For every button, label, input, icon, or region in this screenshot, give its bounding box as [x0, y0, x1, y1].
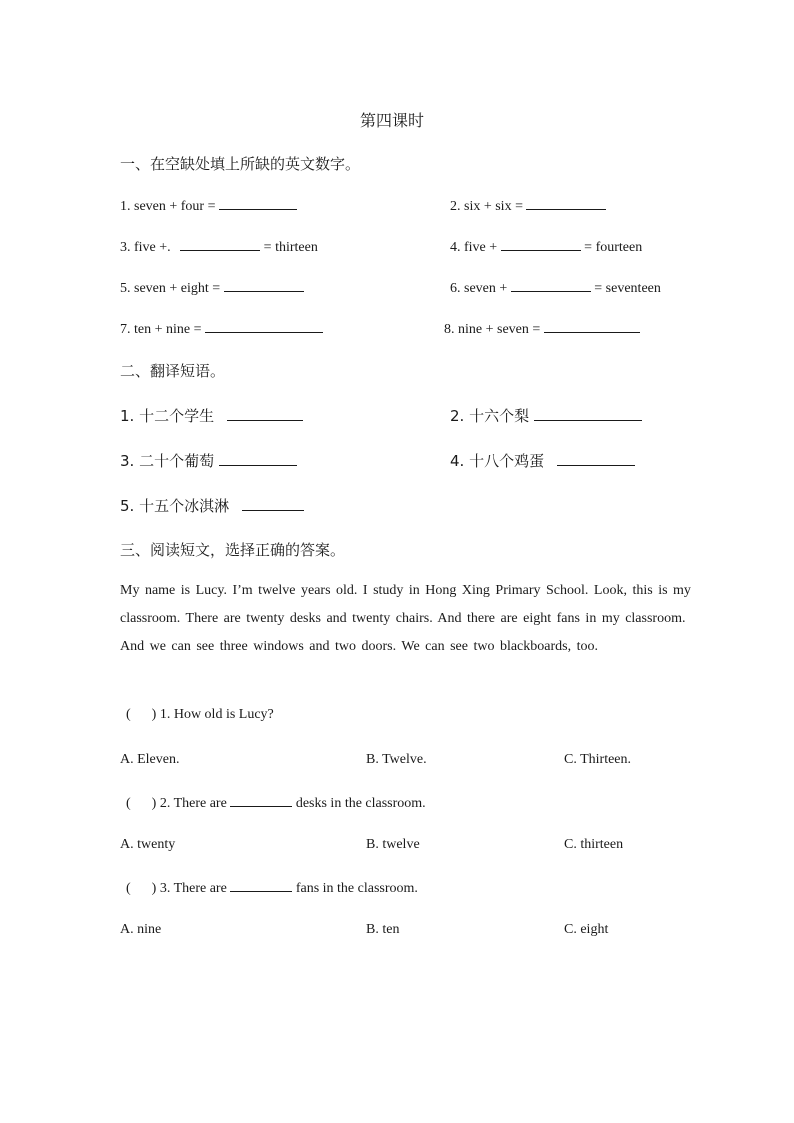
section1-heading: 一、在空缺处填上所缺的英文数字。 [120, 155, 361, 173]
question-2-answer-box[interactable]: ( ) [126, 796, 157, 811]
translate-item-1-text: 1. 十二个学生 [120, 407, 215, 425]
question-2-text: 2. There are [159, 796, 227, 811]
section3-heading: 三、阅读短文，选择正确的答案。 [120, 541, 346, 559]
fill-item-6-text: 6. seven + [450, 281, 508, 296]
fill-item-7-text: 7. ten + nine = [120, 322, 202, 337]
question-3-answer-box[interactable]: ( ) [126, 881, 157, 896]
fill-item-4-text: 4. five + [450, 240, 498, 255]
question-1-text: 1. How old is Lucy? [159, 707, 274, 722]
fill-item-7 [120, 320, 323, 338]
question-3 [126, 879, 418, 897]
question-3-text-end: fans in the classroom. [295, 881, 418, 896]
fill-item-4-result: = fourteen [584, 240, 643, 255]
translate-blank-4[interactable] [557, 453, 635, 466]
question-2-option-b[interactable]: B. twelve [366, 837, 420, 852]
question-3-option-c[interactable]: C. eight [564, 922, 609, 937]
fill-item-2 [450, 197, 606, 215]
fill-item-3 [120, 238, 318, 256]
fill-item-6 [450, 279, 661, 297]
question-3-option-a[interactable]: A. nine [120, 922, 162, 937]
question-3-text: 3. There are [159, 881, 227, 896]
fill-item-5 [120, 279, 304, 297]
translate-item-5-text: 5. 十五个冰淇淋 [120, 497, 230, 515]
question-1-option-a[interactable]: A. Eleven. [120, 752, 180, 767]
question-1-option-c[interactable]: C. Thirteen. [564, 752, 632, 767]
translate-blank-2[interactable] [534, 408, 642, 421]
fill-item-4 [450, 238, 642, 256]
fill-item-3-text: 3. five +. [120, 240, 171, 255]
page-title: 第四课时 [360, 111, 425, 130]
fill-item-3-result: = thirteen [263, 240, 318, 255]
section2-heading: 二、翻译短语。 [120, 362, 226, 380]
answer-blank-2[interactable] [526, 197, 606, 210]
translate-item-3-text: 3. 二十个葡萄 [120, 452, 215, 470]
question-2-text-end: desks in the classroom. [295, 796, 426, 811]
question-2-option-a[interactable]: A. twenty [120, 837, 176, 852]
translate-item-2 [450, 405, 642, 426]
fill-item-8-text: 8. nine + seven = [444, 322, 541, 337]
translate-item-2-text: 2. 十六个梨 [450, 407, 530, 425]
translate-item-3 [120, 450, 297, 471]
translate-item-1 [120, 405, 303, 426]
fill-item-1-text: 1. seven + four = [120, 199, 216, 214]
fill-item-8 [444, 320, 640, 338]
translate-item-4 [450, 450, 635, 471]
reading-passage: My name is Lucy. I’m twelve years old. I study in Hong Xing Primary School. Look, this is my classroom. There are twenty desks and twenty chairs. And there are eight fans in my classroom. And we can see three windows and two doors. We can see two blackboards, too. [120, 583, 691, 654]
answer-blank-1[interactable] [219, 197, 297, 210]
fill-item-1 [120, 197, 297, 215]
answer-blank-5[interactable] [224, 279, 304, 292]
translate-blank-5[interactable] [242, 498, 304, 511]
question-2-blank[interactable] [230, 794, 292, 807]
answer-blank-8[interactable] [544, 320, 640, 333]
translate-blank-3[interactable] [219, 453, 297, 466]
question-2 [126, 794, 426, 812]
answer-blank-4[interactable] [501, 238, 581, 251]
translate-blank-1[interactable] [227, 408, 303, 421]
answer-blank-6[interactable] [511, 279, 591, 292]
question-3-blank[interactable] [230, 879, 292, 892]
fill-item-5-text: 5. seven + eight = [120, 281, 221, 296]
answer-blank-3[interactable] [180, 238, 260, 251]
translate-item-4-text: 4. 十八个鸡蛋 [450, 452, 545, 470]
question-1 [126, 707, 274, 723]
question-1-answer-box[interactable]: ( ) [126, 707, 157, 722]
question-1-option-b[interactable]: B. Twelve. [366, 752, 427, 767]
answer-blank-7[interactable] [205, 320, 323, 333]
translate-item-5 [120, 495, 304, 516]
fill-item-2-text: 2. six + six = [450, 199, 523, 214]
question-3-option-b[interactable]: B. ten [366, 922, 400, 937]
question-2-option-c[interactable]: C. thirteen [564, 837, 624, 852]
fill-item-6-result: = seventeen [594, 281, 661, 296]
